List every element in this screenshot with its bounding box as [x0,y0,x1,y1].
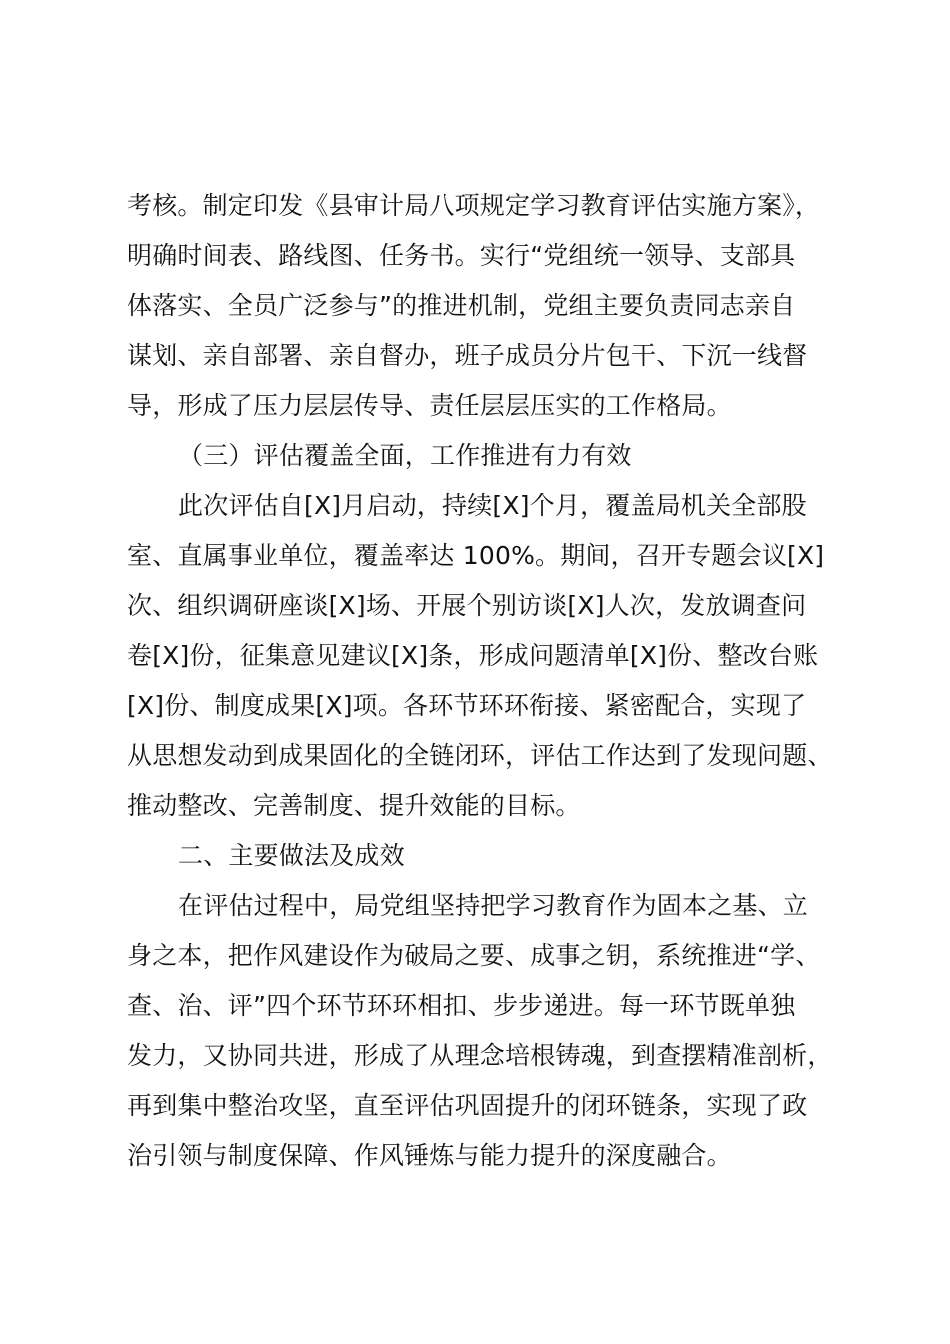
body-text [127,181,857,1181]
text-line: 发力，又协同共进，形成了从理念培根铸魂，到查摆精准剖析， [127,1041,833,1070]
text-line: 体落实、全员广泛参与”的推进机制，党组主要负责同志亲自 [127,291,796,320]
text-line: 导，形成了压力层层传导、责任层层压实的工作格局。 [127,391,732,420]
text-line: 考核。制定印发《县审计局八项规定学习教育评估实施方案》， [127,191,821,220]
paragraph-start: 在评估过程中，局党组坚持把学习教育作为固本之基、立 [178,891,809,920]
text-line: 次、组织调研座谈[X]场、开展个别访谈[X]人次，发放调查问 [127,591,807,620]
section-heading: 二、主要做法及成效 [178,841,405,870]
text-line: 明确时间表、路线图、任务书。实行“党组统一领导、支部具 [127,241,796,270]
section-heading: （三）评估覆盖全面，工作推进有力有效 [178,441,632,470]
paragraph-start: 此次评估自[X]月启动，持续[X]个月，覆盖局机关全部股 [178,491,807,520]
text-line: 卷[X]份，征集意见建议[X]条，形成问题清单[X]份、整改台账 [127,641,819,670]
text-line: 室、直属事业单位，覆盖率达 100%。期间，召开专题会议[X] [127,541,825,570]
text-line: 查、治、评”四个环节环环相扣、步步递进。每一环节既单独 [127,991,796,1020]
text-line: 推动整改、完善制度、提升效能的目标。 [127,791,581,820]
text-line: 治引领与制度保障、作风锤炼与能力提升的深度融合。 [127,1141,732,1170]
text-line: 再到集中整治攻坚，直至评估巩固提升的闭环链条，实现了政 [127,1091,808,1120]
text-line: 谋划、亲自部署、亲自督办，班子成员分片包干、下沉一线督 [127,341,808,370]
text-line: 身之本，把作风建设作为破局之要、成事之钥，系统推进“学、 [127,941,821,970]
text-line: 从思想发动到成果固化的全链闭环，评估工作达到了发现问题、 [127,741,833,770]
text-line: [X]份、制度成果[X]项。各环节环环衔接、紧密配合，实现了 [127,691,807,720]
